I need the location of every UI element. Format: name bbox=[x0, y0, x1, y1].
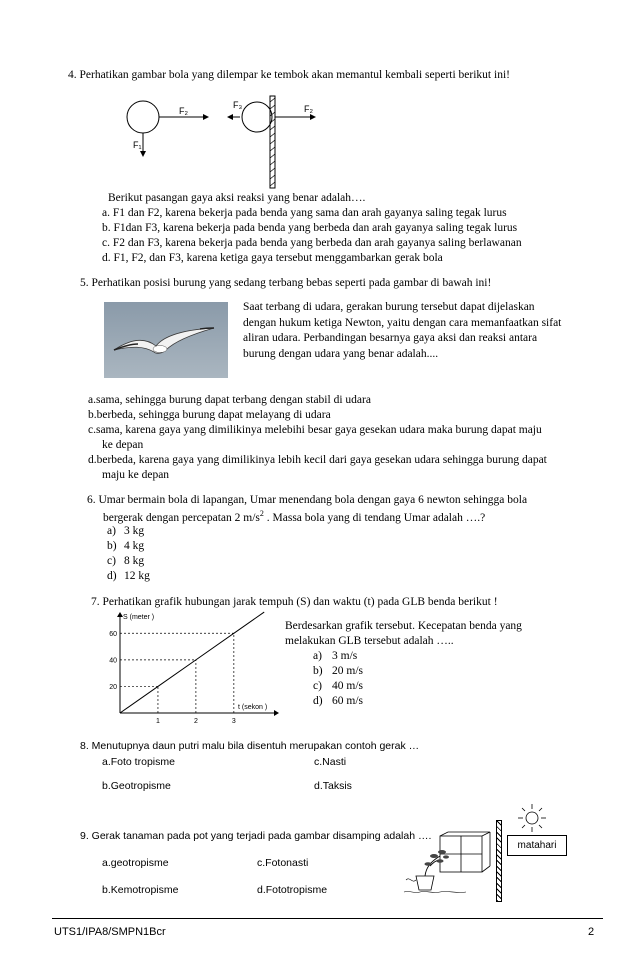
q7-option-d bbox=[313, 695, 363, 707]
q8-option-a: a.Foto tropisme bbox=[102, 756, 175, 768]
q9-option-d: d.Fototropisme bbox=[257, 884, 328, 896]
q7-option-c-text: 40 m/s bbox=[332, 680, 363, 692]
q9-option-a: a.geotropisme bbox=[102, 857, 169, 869]
q5-option-a: a.sama, sehingga burung dapat terbang dengan stabil di udara bbox=[88, 394, 371, 406]
ball-1 bbox=[127, 101, 159, 133]
q9-option-b: b.Kemotropisme bbox=[102, 884, 179, 896]
bird-photo bbox=[104, 302, 228, 378]
q6-line-2 bbox=[103, 509, 485, 524]
x-tick-label: 2 bbox=[193, 718, 198, 725]
q7-option-d-label: d) bbox=[313, 695, 323, 707]
q7-stem: 7. Perhatikan grafik hubungan jarak tempuh (S) dan waktu (t) pada GLB benda berikut ! bbox=[91, 596, 498, 608]
q7-option-b bbox=[313, 665, 363, 677]
q7-text-2: melakukan GLB tersebut adalah ….. bbox=[285, 635, 454, 647]
footer-rule bbox=[52, 918, 603, 919]
q6-option-b bbox=[107, 540, 145, 552]
q6-option-c bbox=[107, 555, 145, 567]
q5-option-c: c.sama, karena gaya yang dimilikinya melebihi besar gaya gesekan udara maka burung dapat maju bbox=[88, 424, 542, 436]
q6-option-c-text: 8 kg bbox=[124, 555, 145, 567]
ball-2 bbox=[242, 102, 272, 132]
q6-line-2b: . Massa bola yang di tendang Umar adalah ….? bbox=[263, 511, 486, 524]
x-axis-arrow bbox=[274, 710, 279, 716]
q4-option-d: d. F1, F2, dan F3, karena ketiga gaya tersebut menggambarkan gerak bola bbox=[102, 252, 443, 264]
q7-option-c bbox=[313, 680, 363, 692]
x-axis-label: t (sekon ) bbox=[238, 704, 268, 711]
q9-stem: 9. Gerak tanaman pada pot yang terjadi pada gambar disamping adalah …. bbox=[80, 830, 432, 842]
q6-option-a-text: 3 kg bbox=[124, 525, 145, 537]
q4-option-c: c. F2 dan F3, karena bekerja pada benda yang berbeda dan arah gayanya saling berlawanan bbox=[102, 237, 522, 249]
q6-option-b-text: 4 kg bbox=[124, 540, 145, 552]
y-tick-label: 40 bbox=[109, 657, 117, 665]
q8-option-b: b.Geotropisme bbox=[102, 780, 171, 792]
q5-description-line-1: Saat terbang di udara, gerakan burung tersebut dapat dijelaskan bbox=[243, 301, 535, 313]
q6-option-b-label: b) bbox=[107, 540, 117, 552]
q8-option-c: c.Nasti bbox=[314, 756, 347, 768]
plant-icon bbox=[425, 856, 442, 876]
q5-option-d: d.berbeda, karena gaya yang dimilikinya lebih kecil dari gaya gesekan udara sehingga burung dapat bbox=[88, 454, 547, 466]
q6-line-1: 6. Umar bermain bola di lapangan, Umar menendang bola dengan gaya 6 newton sehingga bola bbox=[87, 494, 528, 506]
q5-option-b: b.berbeda, sehingga burung dapat melayang di udara bbox=[88, 409, 331, 421]
q5-option-d-cont: maju ke depan bbox=[102, 469, 170, 481]
s-t-line bbox=[120, 612, 264, 713]
window-icon bbox=[440, 832, 490, 872]
plant-window-illustration bbox=[400, 830, 504, 900]
y-tick-label: 60 bbox=[109, 630, 117, 638]
q8-stem: 8. Menutupnya daun putri malu bila disentuh merupakan contoh gerak … bbox=[80, 740, 420, 752]
q7-option-a-label: a) bbox=[313, 650, 322, 662]
pole bbox=[496, 820, 502, 902]
f3-label: F₃ bbox=[233, 100, 243, 110]
q4-force-diagram bbox=[100, 90, 340, 190]
x-tick-label: 3 bbox=[231, 718, 236, 725]
q5-description-line-3: aliran udara. Perbandingan besarnya gaya aksi dan reaksi antara bbox=[243, 332, 538, 344]
q5-description-line-2: dengan hukum ketiga Newton, yaitu dengan cara memanfaatkan sifat bbox=[243, 316, 562, 329]
q5-option-c-cont: ke depan bbox=[102, 439, 144, 451]
f1-label: F₁ bbox=[133, 140, 142, 150]
q9-option-c: c.Fotonasti bbox=[257, 857, 309, 869]
q4-question: Berikut pasangan gaya aksi reaksi yang benar adalah…. bbox=[108, 192, 366, 204]
q6-option-c-label: c) bbox=[107, 555, 116, 567]
f2-label-2: F₂ bbox=[304, 104, 313, 114]
q4-stem: 4. Perhatikan gambar bola yang dilempar ke tembok akan memantul kembali seperti berikut ini! bbox=[68, 69, 510, 81]
q7-text-1: Berdesarkan grafik tersebut. Kecepatan benda yang bbox=[285, 620, 522, 632]
q7-option-a bbox=[313, 650, 358, 662]
footer-code: UTS1/IPA8/SMPN1Bcr bbox=[54, 926, 166, 938]
y-axis-label: S (meter ) bbox=[123, 614, 155, 621]
sun-icon bbox=[515, 803, 549, 833]
q4-option-a: a. F1 dan F2, karena bekerja pada benda yang sama dan arah gayanya saling tegak lurus bbox=[102, 207, 507, 219]
q8-option-d: d.Taksis bbox=[314, 780, 352, 792]
q7-option-c-label: c) bbox=[313, 680, 322, 692]
q7-graph bbox=[102, 610, 282, 728]
q6-superscript: 2 bbox=[259, 509, 264, 518]
chart-area bbox=[109, 612, 279, 725]
q7-option-d-text: 60 m/s bbox=[332, 695, 363, 707]
q6-option-d-text: 12 kg bbox=[124, 570, 150, 582]
q6-option-d-label: d) bbox=[107, 570, 117, 582]
q5-stem: 5. Perhatikan posisi burung yang sedang terbang bebas seperti pada gambar di bawah ini! bbox=[80, 277, 492, 289]
q6-line-2a: bergerak dengan percepatan 2 m/s bbox=[103, 511, 260, 524]
pot-icon bbox=[416, 876, 434, 890]
x-tick-label: 1 bbox=[155, 718, 160, 725]
f2-label-1: F₂ bbox=[179, 106, 188, 116]
q6-option-a-label: a) bbox=[107, 525, 116, 537]
q7-option-b-text: 20 m/s bbox=[332, 665, 363, 677]
q7-option-a-text: 3 m/s bbox=[332, 650, 358, 662]
y-tick-label: 20 bbox=[109, 683, 117, 691]
q4-option-b: b. F1dan F3, karena bekerja pada benda yang berbeda dan arah gayanya saling tegak lurus bbox=[102, 222, 518, 234]
q6-option-a bbox=[107, 525, 145, 537]
q7-option-b-label: b) bbox=[313, 665, 323, 677]
footer-page-number: 2 bbox=[588, 926, 595, 938]
q5-description bbox=[243, 300, 561, 362]
q5-description-line-4: burung dengan udara yang benar adalah.... bbox=[243, 347, 439, 360]
q6-option-d bbox=[107, 570, 150, 582]
sun-label: matahari bbox=[507, 835, 567, 856]
